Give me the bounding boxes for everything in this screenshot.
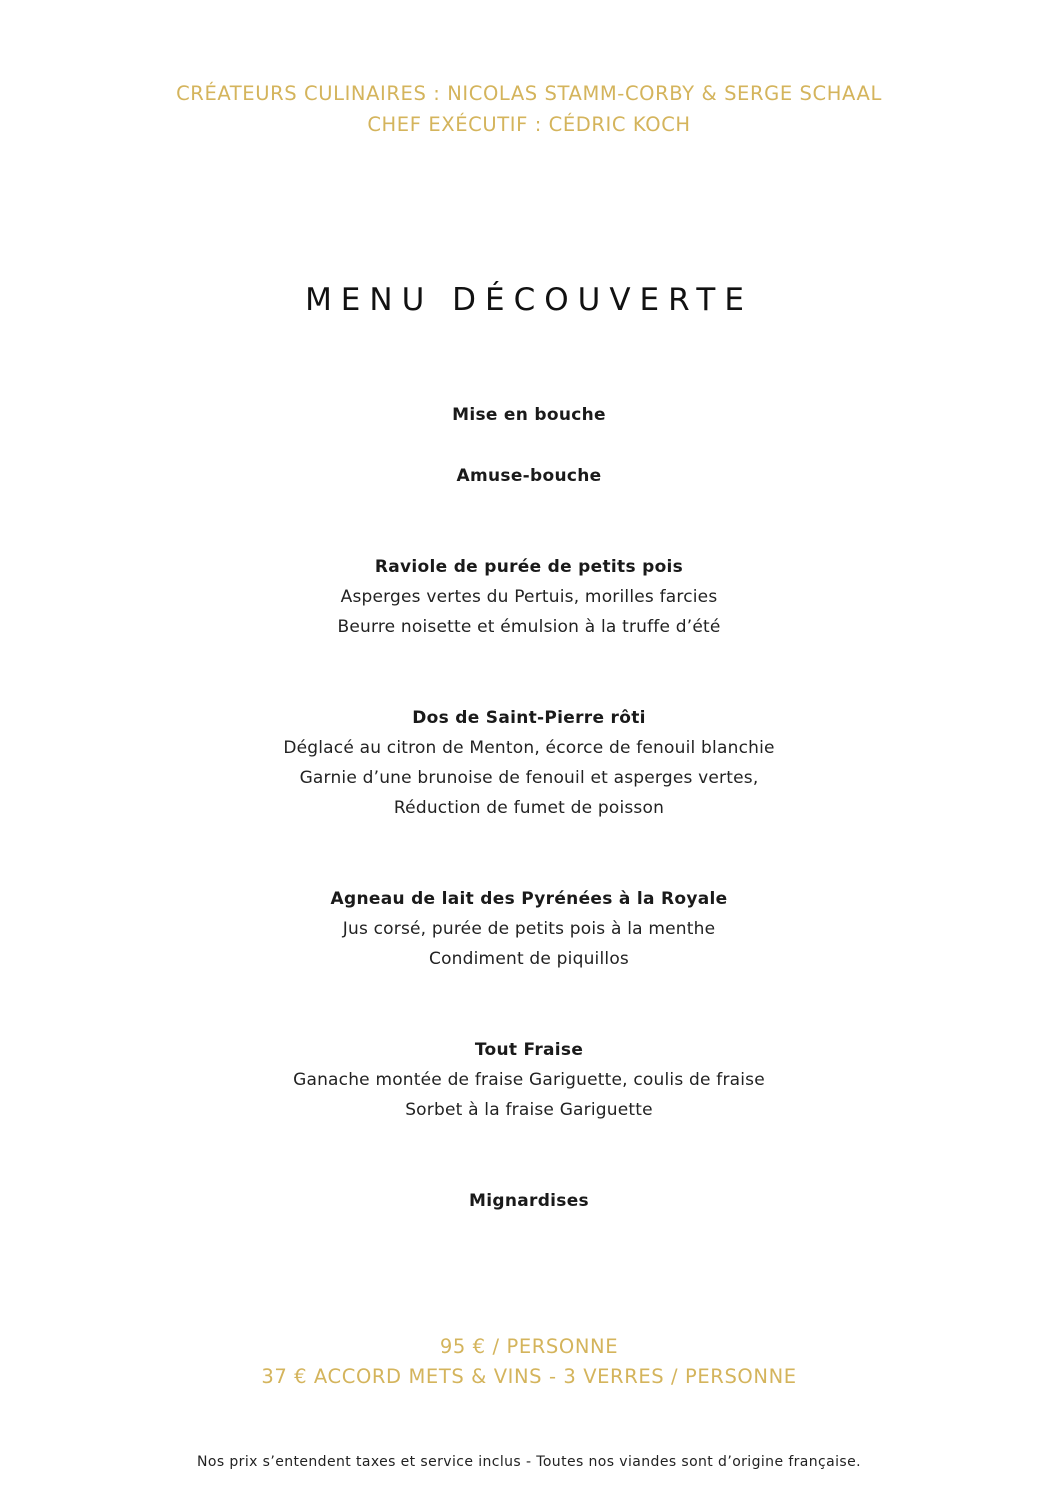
course-description: Beurre noisette et émulsion à la truffe d’été <box>337 617 721 637</box>
course-mignardises <box>0 1186 1058 1216</box>
course-description: Ganache montée de fraise Gariguette, coulis de fraise <box>293 1070 765 1090</box>
course-saint-pierre <box>0 703 1058 823</box>
course-name: Raviole de purée de petits pois <box>374 557 684 577</box>
credits-header <box>0 78 1058 140</box>
course-name: Tout Fraise <box>474 1040 584 1060</box>
menu-title: MENU DÉCOUVERTE <box>305 282 753 318</box>
course-description: Jus corsé, purée de petits pois à la menthe <box>342 919 716 939</box>
course-description: Garnie d’une brunoise de fenouil et asperges vertes, <box>299 768 759 788</box>
course-name: Agneau de lait des Pyrénées à la Royale <box>330 889 728 909</box>
course-name: Dos de Saint-Pierre rôti <box>412 708 646 728</box>
pricing <box>0 1332 1058 1392</box>
course-tout-fraise <box>0 1035 1058 1125</box>
course-amuse-bouche <box>0 461 1058 491</box>
course-description: Sorbet à la fraise Gariguette <box>405 1100 653 1120</box>
wine-pairing-price: 37 € ACCORD METS & VINS - 3 VERRES / PERSONNE <box>261 1365 797 1388</box>
price-per-person: 95 € / PERSONNE <box>439 1335 619 1358</box>
footer-note: Nos prix s’entendent taxes et service inclus - Toutes nos viandes sont d’origine française. <box>197 1454 861 1470</box>
course-agneau <box>0 884 1058 974</box>
course-mise-en-bouche <box>0 400 1058 430</box>
course-description: Réduction de fumet de poisson <box>393 798 665 818</box>
course-raviole <box>0 552 1058 642</box>
executive-chef: CHEF EXÉCUTIF : CÉDRIC KOCH <box>367 113 691 136</box>
course-description: Condiment de piquillos <box>429 949 629 969</box>
course-description: Déglacé au citron de Menton, écorce de fenouil blanchie <box>283 738 775 758</box>
course-description: Asperges vertes du Pertuis, morilles farcies <box>340 587 718 607</box>
course-name: Amuse-bouche <box>456 466 602 486</box>
course-name: Mignardises <box>469 1191 589 1211</box>
course-name: Mise en bouche <box>452 405 606 425</box>
culinary-creators: CRÉATEURS CULINAIRES : NICOLAS STAMM-CORBY & SERGE SCHAAL <box>176 82 882 105</box>
